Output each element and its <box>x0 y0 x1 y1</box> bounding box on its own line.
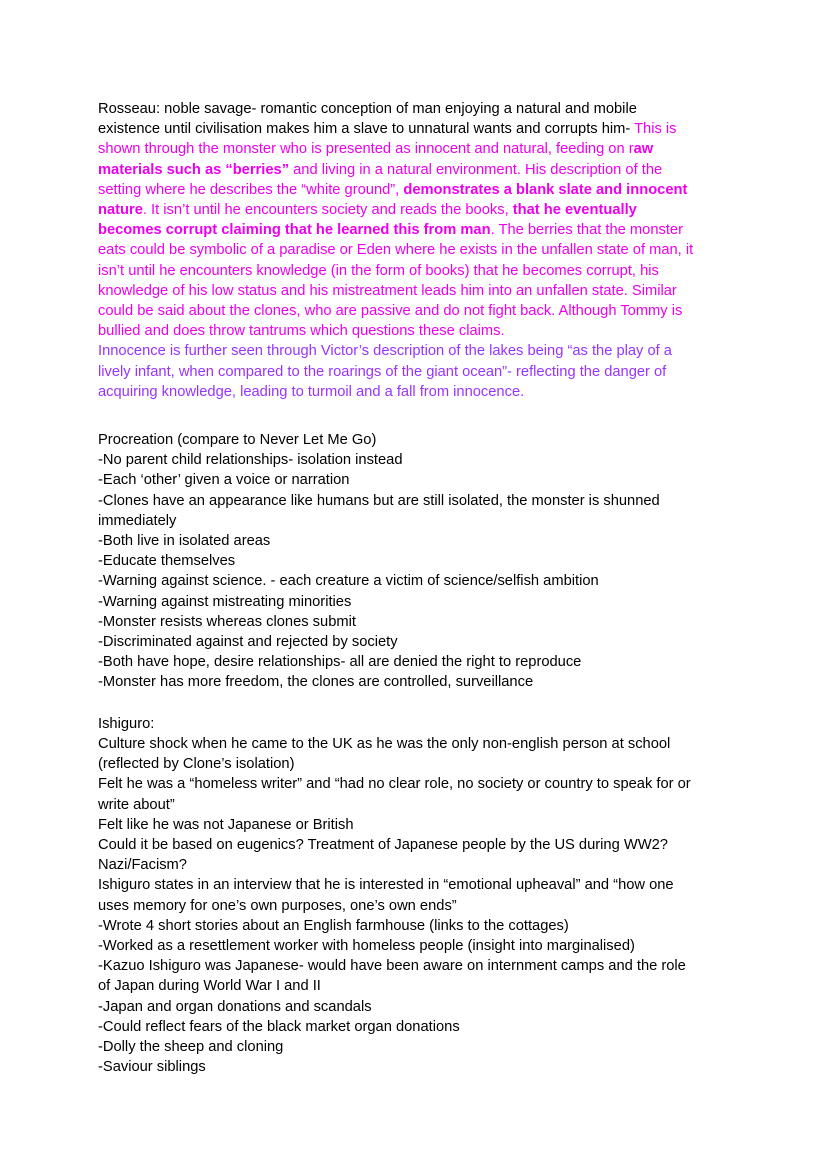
text-segment: eats could be symbolic of a paradise or Eden where he exists in the unfallen state of man, it <box>98 242 694 259</box>
text-line <box>98 714 746 734</box>
paragraph-rousseau-noble-savage <box>98 99 746 402</box>
text-segment: write about” <box>98 796 175 813</box>
text-segment: (reflected by Clone’s isolation) <box>98 756 295 773</box>
text-line <box>98 855 746 875</box>
text-line <box>98 240 746 260</box>
text-line <box>98 875 746 895</box>
text-line <box>98 99 746 119</box>
text-segment: -Both have hope, desire relationships- all are denied the right to reproduce <box>98 654 582 671</box>
text-line <box>98 261 746 281</box>
text-segment: -No parent child relationships- isolation instead <box>98 452 403 469</box>
text-segment: -Could reflect fears of the black market organ donations <box>98 1018 460 1035</box>
text-line <box>98 382 746 402</box>
text-segment: Felt he was a “homeless writer” and “had no clear role, no society or country to speak for or <box>98 776 691 793</box>
text-line <box>98 119 746 139</box>
text-line <box>98 160 746 180</box>
text-line <box>98 1017 746 1037</box>
text-line <box>98 511 746 531</box>
text-line <box>98 592 746 612</box>
text-line <box>98 301 746 321</box>
text-segment: . The berries that the monster <box>490 222 683 239</box>
text-line <box>98 632 746 652</box>
text-segment: immediately <box>98 512 177 529</box>
text-segment: -Warning against science. - each creature a victim of science/selfish ambition <box>98 573 599 590</box>
text-segment: -Warning against mistreating minorities <box>98 593 352 610</box>
text-line <box>98 470 746 490</box>
text-segment: demonstrates a blank slate and innocent <box>403 181 688 198</box>
text-line <box>98 976 746 996</box>
text-segment: Rosseau: noble savage- romantic conception of man enjoying a natural and mobile <box>98 101 637 117</box>
text-line <box>98 734 746 754</box>
text-segment: setting where he describes the “white ground”, <box>98 181 404 198</box>
text-segment: -Educate themselves <box>98 553 236 570</box>
text-segment: -Worked as a resettlement worker with homeless people (insight into marginalised) <box>98 937 635 954</box>
text-line <box>98 321 746 341</box>
text-line <box>98 916 746 936</box>
text-line <box>98 531 746 551</box>
document-text[interactable] <box>98 99 746 1077</box>
text-line <box>98 774 746 794</box>
text-segment: Nazi/Facism? <box>98 857 187 874</box>
paragraph-ishiguro-context <box>98 714 746 1078</box>
text-segment: -Saviour siblings <box>98 1059 206 1076</box>
text-line <box>98 551 746 571</box>
text-segment: shown through the monster who is presented as innocent and natural, feeding on r <box>98 141 634 158</box>
text-segment: -Discriminated against and rejected by society <box>98 634 398 651</box>
text-segment: . It isn’t until he encounters society and reads the books, <box>142 202 513 219</box>
text-line <box>98 362 746 382</box>
text-segment: -Dolly the sheep and cloning <box>98 1038 284 1055</box>
text-segment: could be said about the clones, who are passive and do not fight back. Although Tommy is <box>98 303 683 320</box>
text-segment: -Both live in isolated areas <box>98 533 271 550</box>
text-segment: knowledge of his low status and his mistreatment leads him into an unfallen state. Similar <box>98 282 677 299</box>
text-segment: -Each ‘other’ given a voice or narration <box>98 472 350 489</box>
text-line <box>98 341 746 361</box>
text-segment: Could it be based on eugenics? Treatment of Japanese people by the US during WW2? <box>98 836 668 853</box>
paragraph-procreation-comparison <box>98 430 746 693</box>
text-segment: acquiring knowledge, leading to turmoil and a fall from innocence. <box>98 383 525 400</box>
text-line <box>98 450 746 470</box>
text-segment: isn’t until he encounters knowledge (in the form of books) that he becomes corrupt, his <box>98 262 659 279</box>
text-segment: Innocence is further seen through Victor’s description of the lakes being “as the play of a <box>98 343 672 360</box>
text-segment: becomes corrupt claiming that he learned this from man <box>98 222 491 239</box>
text-line <box>98 200 746 220</box>
text-segment: Ishiguro: <box>98 715 155 732</box>
text-line <box>98 815 746 835</box>
text-segment: existence until civilisation makes him a slave to unnatural wants and corrupts him- <box>98 121 635 138</box>
text-segment: -Monster resists whereas clones submit <box>98 613 356 630</box>
text-segment: aw <box>633 141 654 158</box>
text-segment: Felt like he was not Japanese or British <box>98 816 354 833</box>
text-line <box>98 956 746 976</box>
text-line <box>98 795 746 815</box>
text-segment: lively infant, when compared to the roarings of the giant ocean”- reflecting the danger of <box>98 363 667 380</box>
text-line <box>98 220 746 240</box>
text-line <box>98 1057 746 1077</box>
text-segment: that he eventually <box>512 202 637 219</box>
text-segment: uses memory for one’s own purposes, one’s own ends” <box>98 897 457 914</box>
text-segment: of Japan during World War I and II <box>98 978 321 995</box>
text-line <box>98 1037 746 1057</box>
text-line <box>98 896 746 916</box>
text-segment: Culture shock when he came to the UK as he was the only non-english person at school <box>98 735 671 752</box>
text-line <box>98 835 746 855</box>
text-segment: -Monster has more freedom, the clones are controlled, surveillance <box>98 674 534 691</box>
text-segment: Ishiguro states in an interview that he is interested in “emotional upheaval” and “how one <box>98 877 674 894</box>
text-segment: Procreation (compare to Never Let Me Go) <box>98 432 377 449</box>
text-line <box>98 491 746 511</box>
text-line <box>98 180 746 200</box>
text-segment: materials such as “berries” <box>98 161 290 178</box>
text-line <box>98 571 746 591</box>
text-segment: nature <box>98 202 143 219</box>
text-line <box>98 430 746 450</box>
text-segment: bullied and does throw tantrums which questions these claims. <box>98 323 505 340</box>
text-line <box>98 754 746 774</box>
text-line <box>98 672 746 692</box>
text-segment: -Wrote 4 short stories about an English farmhouse (links to the cottages) <box>98 917 569 934</box>
text-line <box>98 936 746 956</box>
text-line <box>98 652 746 672</box>
text-line <box>98 612 746 632</box>
text-segment: -Clones have an appearance like humans but are still isolated, the monster is shunned <box>98 492 660 509</box>
text-segment: -Kazuo Ishiguro was Japanese- would have been aware on internment camps and the role <box>98 958 686 975</box>
text-segment: and living in a natural environment. His description of the <box>289 161 663 178</box>
text-line <box>98 997 746 1017</box>
text-line <box>98 281 746 301</box>
text-line <box>98 139 746 159</box>
text-segment: This is <box>634 121 677 138</box>
text-segment: -Japan and organ donations and scandals <box>98 998 372 1015</box>
